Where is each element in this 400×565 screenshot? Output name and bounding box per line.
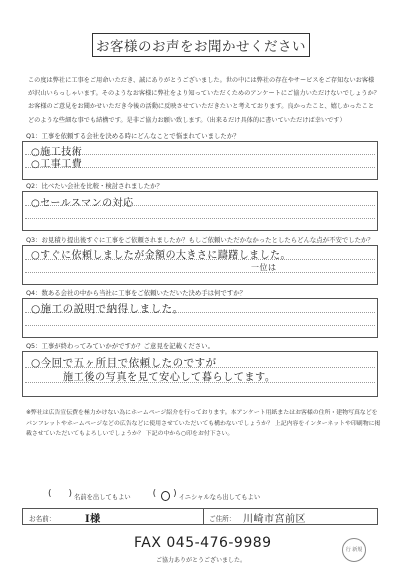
answer-box-4 (22, 298, 378, 338)
handwritten-answer-2: ○セールスマンの対応 (31, 198, 134, 209)
option-named-label: 名前を出してもよい (74, 493, 131, 501)
answer-box-1 (22, 141, 378, 180)
handwritten-answer-4: ○施工の説明で納得しました。 (31, 303, 184, 315)
address-value: 川崎市宮前区 (243, 514, 306, 525)
handwritten-answer-3a: ○すぐに依頼しましたが金額の大きさに躊躇しました。 (31, 249, 291, 261)
name-label: お名前： (29, 515, 56, 523)
answer-box-3 (22, 245, 378, 285)
question-4: Q4：数ある会社の中から当社に工事をご依頼いただいた決め手は何ですか？ (26, 289, 246, 297)
option-initials-checkbox[interactable] (153, 491, 177, 501)
option-initials-label: イニシャルなら出してもよい (178, 493, 261, 501)
question-1: Q1：工事を依頼する会社を決める時にどんなことで悩まれていましたか？ (26, 132, 240, 140)
received-stamp: 行 新規 (342, 538, 366, 562)
handwritten-answer-3b: 一位は (251, 263, 277, 272)
thanks-line: ご協力ありがとうございました。 (156, 557, 247, 564)
fax-number: FAX 045-476-9989 (134, 535, 272, 551)
intro-paragraph: この度は弊社に工事をご用命いただき、誠にありがとうございました。世の中には弊社の存在やサービスをご存知ないお客様が沢山いらっしゃいます。そのようなお客様に弊社をより知っていただくためのアンケートにご協力いただけないでしょうか？ お客様のご意見をお聞かせいただき今後の活動に反映させていただきたいと考えております。良かったこと、嬉しかったことどのような些細な事でも結構です。是非ご協力お願い致します。（出来るだけ具体的に書いていただけば幸いです） (28, 77, 380, 124)
handwritten-answer-5a: ○今回で五ヶ所目で依頼したのですが (31, 357, 217, 369)
publication-notice: ※弊社は広告宣伝費を極力かけない為にホームページ紹介を行っております。本アンケート用紙またはお客様の住所・建物写真などをパンフレットやホームページなどの広告などに使用させていただいても構わないでしょうか？ 上記内容をインターネットや印刷物に掲載させていただいてもよろしいでしょうか？ 下記の中から○印をお付下さい。 (26, 410, 381, 438)
question-3: Q3：お見積り提出後すぐに工事をご依頼されましたか？もしご依頼いただかなかったとしたらどんな点が不安でしたか？ (26, 236, 374, 244)
question-5: Q5：工事が終わってみていかがですか？ご意見を記載ください。 (26, 342, 214, 350)
answer-line (25, 325, 375, 326)
divider (203, 509, 204, 524)
survey-title: お客様のお声をお聞かせください (92, 33, 310, 57)
address-label: ご住所： (209, 515, 236, 523)
circle-mark (161, 491, 170, 501)
handwritten-answer-1a: ○施工技術 (31, 147, 83, 158)
answer-line (25, 272, 375, 273)
answer-box-2 (22, 191, 378, 231)
name-value: I様 (85, 514, 101, 525)
customer-info-box (22, 508, 378, 525)
answer-box-5 (22, 351, 378, 397)
answer-line (25, 218, 375, 219)
question-2: Q2：比べたい会社を比較・検討されましたか？ (26, 182, 163, 190)
option-named-checkbox[interactable] (48, 491, 72, 501)
handwritten-answer-1b: ○工事工費 (31, 159, 83, 170)
handwritten-answer-5b: 施工後の写真を見て安心して暮らしてます。 (63, 371, 276, 383)
publication-options (48, 491, 260, 501)
